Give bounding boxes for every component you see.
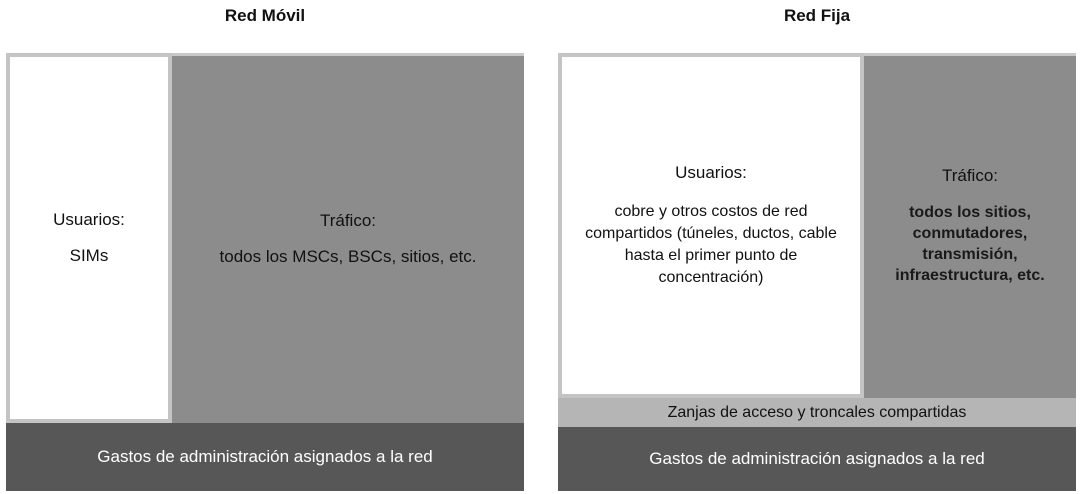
fixed-users-heading: Usuarios: — [675, 162, 747, 182]
mobile-users-box — [6, 53, 172, 423]
mobile-traffic-body: todos los MSCs, BSCs, sitios, etc. — [219, 247, 477, 266]
mobile-traffic-heading: Tráfico: — [319, 211, 377, 230]
fixed-admin-label: Gastos de administración asignados a la red — [649, 449, 985, 468]
fixed-traffic-box — [864, 56, 1076, 396]
fixed-users-box — [558, 53, 864, 398]
mobile-users-heading: Usuarios: — [53, 210, 125, 229]
mobile-admin-label: Gastos de administración asignados a la red — [97, 447, 433, 466]
fixed-network-title: Red Fija — [783, 6, 851, 25]
fixed-shared-bar — [558, 398, 1076, 427]
mobile-traffic-box — [172, 56, 524, 422]
fixed-traffic-body: todos los sitios, conmutadores, transmisión, infraestructura, etc. — [895, 204, 1045, 284]
fixed-traffic-heading: Tráfico: — [941, 166, 999, 185]
mobile-users-body: SIMs — [69, 246, 109, 265]
fixed-users-body: cobre y otros costos de red compartidos (túneles, ductos, cable hasta el primer punto de concentración) — [585, 202, 837, 286]
mobile-network-title: Red Móvil — [224, 6, 306, 25]
mobile-admin-bar — [6, 423, 524, 491]
fixed-shared-label: Zanjas de acceso y troncales compartidas — [667, 403, 967, 421]
fixed-admin-bar — [558, 427, 1076, 491]
